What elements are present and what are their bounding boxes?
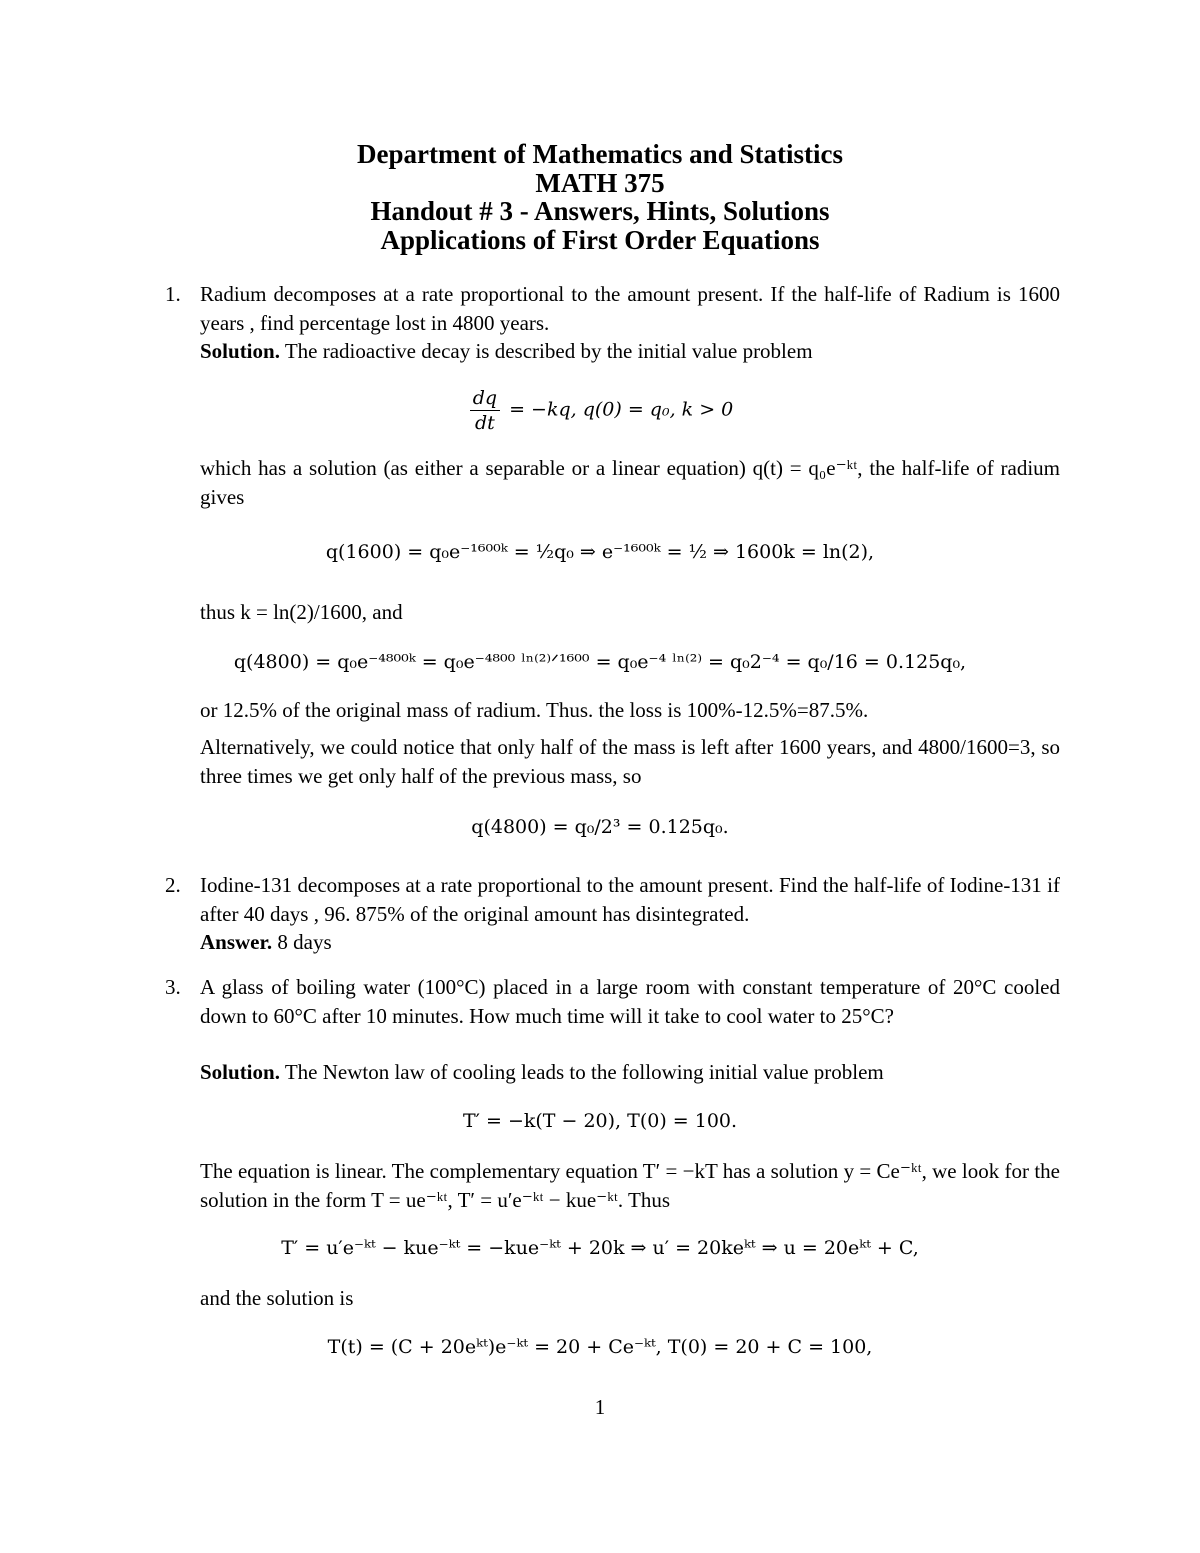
answer-value: 8 days	[277, 930, 332, 954]
problem-1-equation-alternative: q(4800) = q₀/2³ = 0.125q₀.	[471, 816, 729, 838]
problem-3-solution-intro	[200, 1058, 1060, 1087]
page-number: 1	[594, 1395, 606, 1419]
problem-3-equation-u: T′ = u′e⁻ᵏᵗ − kue⁻ᵏᵗ = −kue⁻ᵏᵗ + 20k ⇒ u′ = 20keᵏᵗ ⇒ u = 20eᵏᵗ + C,	[281, 1237, 919, 1259]
problem-1-statement: Radium decomposes at a rate proportional to the amount present. If the half-life of Radium is 1600 years , find percentage lost in 4800 years.	[200, 282, 1060, 335]
problem-1-text-alternative: Alternatively, we could notice that only half of the mass is left after 1600 years, and 4800/1600=3, so three times we get only half of the previous mass, so	[200, 735, 1060, 788]
problem-3-equation-general: T(t) = (C + 20eᵏᵗ)e⁻ᵏᵗ = 20 + Ce⁻ᵏᵗ, T(0) = 20 + C = 100,	[327, 1336, 873, 1358]
fraction-numerator: dq	[470, 386, 500, 411]
problem-1-text-loss: or 12.5% of the original mass of radium. Thus. the loss is 100%-12.5%=87.5%.	[200, 698, 869, 722]
problem-3-text-solution: and the solution is	[200, 1286, 354, 1310]
problem-1-solution-intro	[200, 337, 1060, 366]
derivative-fraction	[470, 386, 500, 435]
fraction-denominator: dt	[474, 412, 495, 434]
problem-3-statement: A glass of boiling water (100°C) placed in a large room with constant temperature of 20°C cooled down to 60°C after 10 minutes. How much time will it take to cool water to 25°C?	[200, 975, 1060, 1028]
department-title: Department of Mathematics and Statistics	[357, 139, 843, 169]
problem-3-equation-ivp: T′ = −k(T − 20), T(0) = 100.	[462, 1110, 738, 1132]
problem-2-answer	[200, 928, 1060, 957]
document-header	[0, 140, 1200, 254]
solution-intro-text: The radioactive decay is described by the initial value problem	[284, 339, 813, 363]
solution-label: Solution.	[200, 339, 280, 363]
problem-1-equation-halflife: q(1600) = q₀e⁻¹⁶⁰⁰ᵏ = ½q₀ ⇒ e⁻¹⁶⁰⁰ᵏ = ½ ⇒ 1600k = ln(2),	[325, 541, 875, 563]
answer-label: Answer.	[200, 930, 273, 954]
topic-title: Applications of First Order Equations	[380, 224, 820, 255]
problem-1-number: 1.	[165, 282, 181, 306]
problem-2-number: 2.	[165, 873, 181, 897]
handout-title: Handout # 3 - Answers, Hints, Solutions	[370, 196, 830, 226]
problem-1-equation-q4800: q(4800) = q₀e⁻⁴⁸⁰⁰ᵏ = q₀e⁻⁴⁸⁰⁰ ˡⁿ⁽²⁾ᐟ¹⁶⁰⁰ = q₀e⁻⁴ ˡⁿ⁽²⁾ = q₀2⁻⁴ = q₀/16 = 0.125q₀,	[233, 651, 967, 673]
course-code: MATH 375	[535, 167, 665, 198]
problem-3-number: 3.	[165, 975, 181, 999]
solution-label: Solution.	[200, 1060, 280, 1084]
equation-rest: = −kq, q(0) = q₀, k > 0	[509, 398, 734, 421]
problem-1-text-solution: which has a solution (as either a separable or a linear equation) q(t) = q₀e⁻ᵏᵗ, the half-life of radium gives	[200, 456, 1060, 509]
problem-1-equation-ivp	[0, 386, 1200, 435]
problem-2-statement: Iodine-131 decomposes at a rate proportional to the amount present. Find the half-life of Iodine-131 if after 40 days , 96. 875% of the original amount has disintegrated.	[200, 873, 1060, 926]
solution-intro-text: The Newton law of cooling leads to the following initial value problem	[284, 1060, 884, 1084]
problem-3-text-linear: The equation is linear. The complementary equation T′ = −kT has a solution y = Ce⁻ᵏᵗ, we look for the solution in the form T = ue⁻ᵏᵗ, T′ = u′e⁻ᵏᵗ − kue⁻ᵏᵗ. Thus	[200, 1159, 1060, 1212]
problem-1-text-k: thus k = ln(2)/1600, and	[200, 600, 403, 624]
